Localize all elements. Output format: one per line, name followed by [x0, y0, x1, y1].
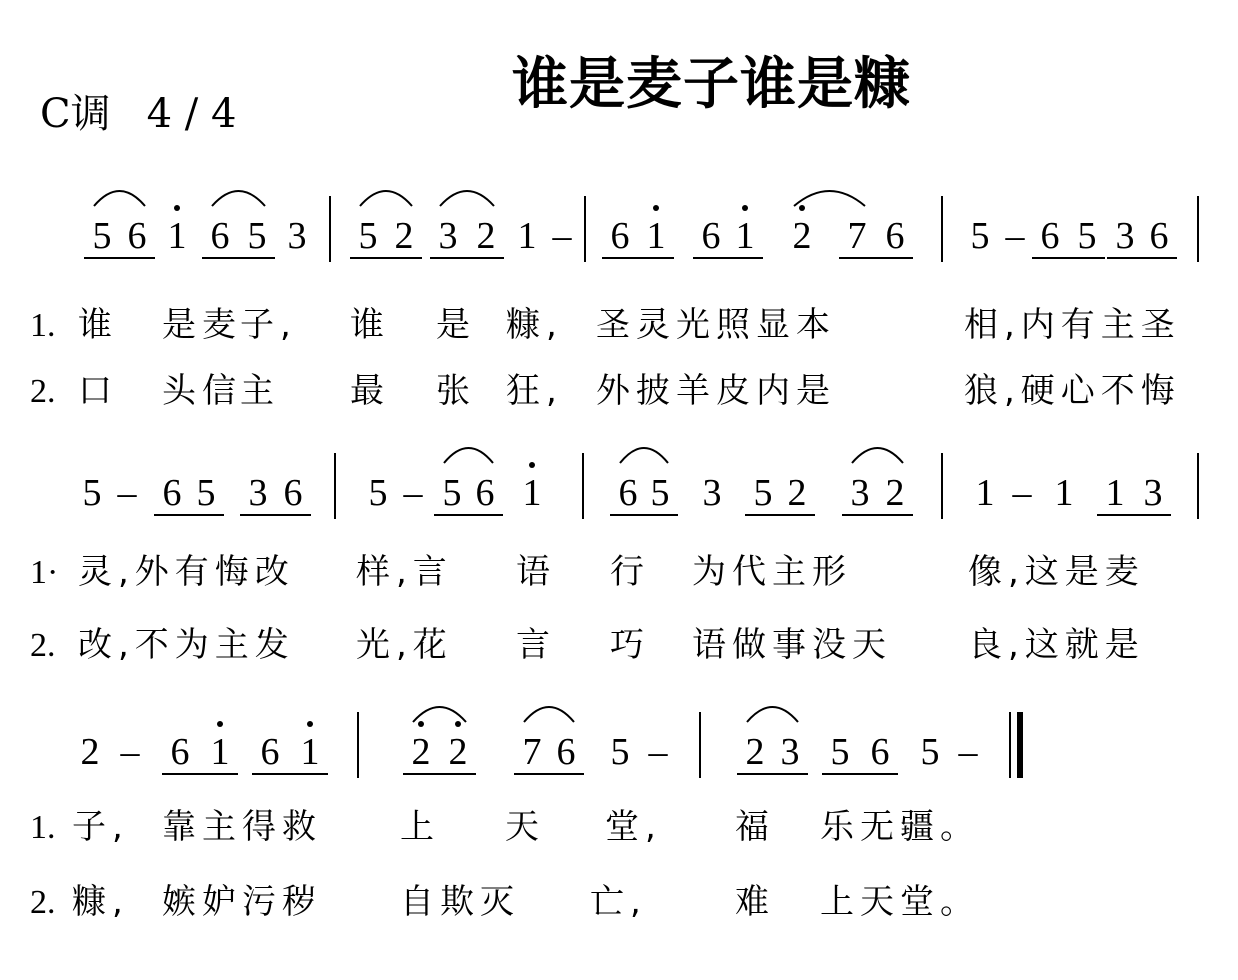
lyric-text: 语: [516, 552, 556, 592]
lyric-text: 谁: [78, 305, 118, 345]
high-octave-dot: [174, 205, 180, 211]
slur: [524, 707, 574, 722]
lyric-text: 张: [436, 371, 476, 411]
note-digit: 1: [167, 215, 187, 257]
high-octave-dot: [742, 205, 748, 211]
lyric-text: 主: [240, 371, 280, 411]
note-digit: 6: [885, 215, 905, 257]
high-octave-dot: [217, 721, 223, 727]
lyric-text: 子,: [240, 305, 297, 345]
lyric-text: 靠主得救: [162, 807, 322, 847]
lyric-text: 巧: [610, 625, 650, 665]
lyric-text: 良,这就是: [968, 625, 1145, 665]
note-digit: 6: [210, 215, 230, 257]
note-digit: 5: [368, 472, 388, 514]
lyric-text: 灵,外有悔改: [78, 552, 295, 592]
note-digit: 5: [610, 731, 630, 773]
note-digit: 2: [394, 215, 414, 257]
note-digit: 6: [475, 472, 495, 514]
lyric-text: 子,: [72, 807, 129, 847]
note-digit: 3: [850, 472, 870, 514]
note-digit: 7: [522, 731, 542, 773]
lyric-text: 是: [436, 305, 476, 345]
lyric-text: 相,内有主圣: [964, 305, 1181, 345]
lyric-text: 谁: [350, 305, 390, 345]
lyric-text: 嫉妒污秽: [162, 882, 322, 922]
lyric-text: 堂,: [605, 807, 662, 847]
note-digit: 5: [970, 215, 990, 257]
note-digit: 5: [196, 472, 216, 514]
verse-number: 2.: [30, 884, 56, 921]
lyric-text: 光,花: [356, 625, 453, 665]
high-octave-dot: [455, 721, 461, 727]
key-signature: C调: [40, 91, 111, 137]
note-digit: 7: [847, 215, 867, 257]
slur: [747, 707, 798, 722]
lyric-text: 言: [516, 625, 556, 665]
lyric-text: 狼,硬心不悔: [964, 371, 1181, 411]
lyric-text: 像,这是麦: [968, 552, 1145, 592]
note-digit: 2: [745, 731, 765, 773]
note-digit: 1: [300, 731, 320, 773]
dash-note: –: [1005, 215, 1025, 257]
lyric-text: 狂,: [506, 371, 563, 411]
lyric-text: 口: [78, 371, 118, 411]
dash-note: –: [403, 472, 423, 514]
dash-note: –: [1012, 472, 1032, 514]
lyric-text: 自欺灭: [400, 882, 520, 922]
note-digit: 3: [780, 731, 800, 773]
note-digit: 3: [287, 215, 307, 257]
verse-number: 2.: [30, 373, 56, 410]
lyric-text: 上天堂。: [820, 882, 980, 922]
lyric-text: 难: [735, 882, 775, 922]
lyric-text: 头信: [162, 371, 242, 411]
high-octave-dot: [653, 205, 659, 211]
note-digit: 2: [448, 731, 468, 773]
note-digit: 6: [870, 731, 890, 773]
note-digit: 6: [1149, 215, 1169, 257]
lyric-text: 乐无疆。: [820, 807, 980, 847]
note-digit: 2: [476, 215, 496, 257]
lyric-text: 为代主形: [692, 552, 852, 592]
high-octave-dot: [529, 462, 535, 468]
high-octave-dot: [307, 721, 313, 727]
note-digit: 6: [260, 731, 280, 773]
slur: [444, 448, 493, 463]
note-digit: 3: [438, 215, 458, 257]
slur: [94, 191, 145, 206]
lyric-text: 外披羊皮内是: [596, 371, 836, 411]
note-digit: 6: [556, 731, 576, 773]
lyric-text: 亡,: [590, 882, 647, 922]
lyric-text: 语做事没天: [692, 625, 892, 665]
dash-note: –: [117, 472, 137, 514]
note-digit: 6: [1040, 215, 1060, 257]
dash-note: –: [958, 731, 978, 773]
note-digit: 6: [127, 215, 147, 257]
lyric-text: 福: [735, 807, 775, 847]
note-digit: 1: [975, 472, 995, 514]
note-digit: 5: [442, 472, 462, 514]
lyric-text: 行: [610, 552, 650, 592]
lyric-text: 天: [505, 807, 545, 847]
note-digit: 6: [610, 215, 630, 257]
slur: [360, 191, 412, 206]
note-digit: 2: [787, 472, 807, 514]
note-digit: 1: [646, 215, 666, 257]
note-digit: 6: [283, 472, 303, 514]
note-digit: 3: [248, 472, 268, 514]
dash-note: –: [648, 731, 668, 773]
lyric-text: 糠,: [72, 882, 129, 922]
note-digit: 5: [92, 215, 112, 257]
note-digit: 1: [1105, 472, 1125, 514]
slur: [413, 707, 466, 722]
verse-number: 1·: [30, 554, 59, 591]
note-digit: 2: [885, 472, 905, 514]
note-digit: 2: [411, 731, 431, 773]
lyric-text: 糠,: [506, 305, 563, 345]
note-digit: 1: [210, 731, 230, 773]
note-digit: 1: [1054, 472, 1074, 514]
lyric-text: 最: [350, 371, 390, 411]
note-digit: 5: [650, 472, 670, 514]
dash-note: –: [552, 215, 572, 257]
note-digit: 1: [522, 472, 542, 514]
note-digit: 5: [920, 731, 940, 773]
note-digit: 6: [618, 472, 638, 514]
note-digit: 6: [170, 731, 190, 773]
note-digit: 5: [830, 731, 850, 773]
lyric-text: 改,不为主发: [78, 625, 295, 665]
time-signature: 4 / 4: [146, 91, 237, 137]
note-digit: 5: [82, 472, 102, 514]
verse-number: 1.: [30, 809, 56, 846]
note-digit: 3: [1115, 215, 1135, 257]
note-digit: 2: [792, 215, 812, 257]
page-title: 谁是麦子谁是糠: [512, 52, 911, 117]
dash-note: –: [120, 731, 140, 773]
verse-number: 2.: [30, 627, 56, 664]
note-digit: 6: [701, 215, 721, 257]
lyric-text: 是麦: [162, 305, 242, 345]
note-digit: 2: [80, 731, 100, 773]
note-digit: 5: [753, 472, 773, 514]
slur: [620, 448, 668, 463]
note-digit: 3: [702, 472, 722, 514]
note-digit: 6: [162, 472, 182, 514]
high-octave-dot: [799, 205, 805, 211]
note-digit: 1: [735, 215, 755, 257]
lyric-text: 圣灵光照显本: [596, 305, 836, 345]
note-digit: 5: [1077, 215, 1097, 257]
lyric-text: 样,言: [356, 552, 453, 592]
note-digit: 5: [247, 215, 267, 257]
verse-number: 1.: [30, 307, 56, 344]
slur: [794, 191, 865, 206]
slur: [852, 448, 903, 463]
slur: [212, 191, 265, 206]
note-digit: 3: [1143, 472, 1163, 514]
slur: [440, 191, 494, 206]
note-digit: 1: [517, 215, 537, 257]
lyric-text: 上: [400, 807, 440, 847]
high-octave-dot: [418, 721, 424, 727]
note-digit: 5: [358, 215, 378, 257]
